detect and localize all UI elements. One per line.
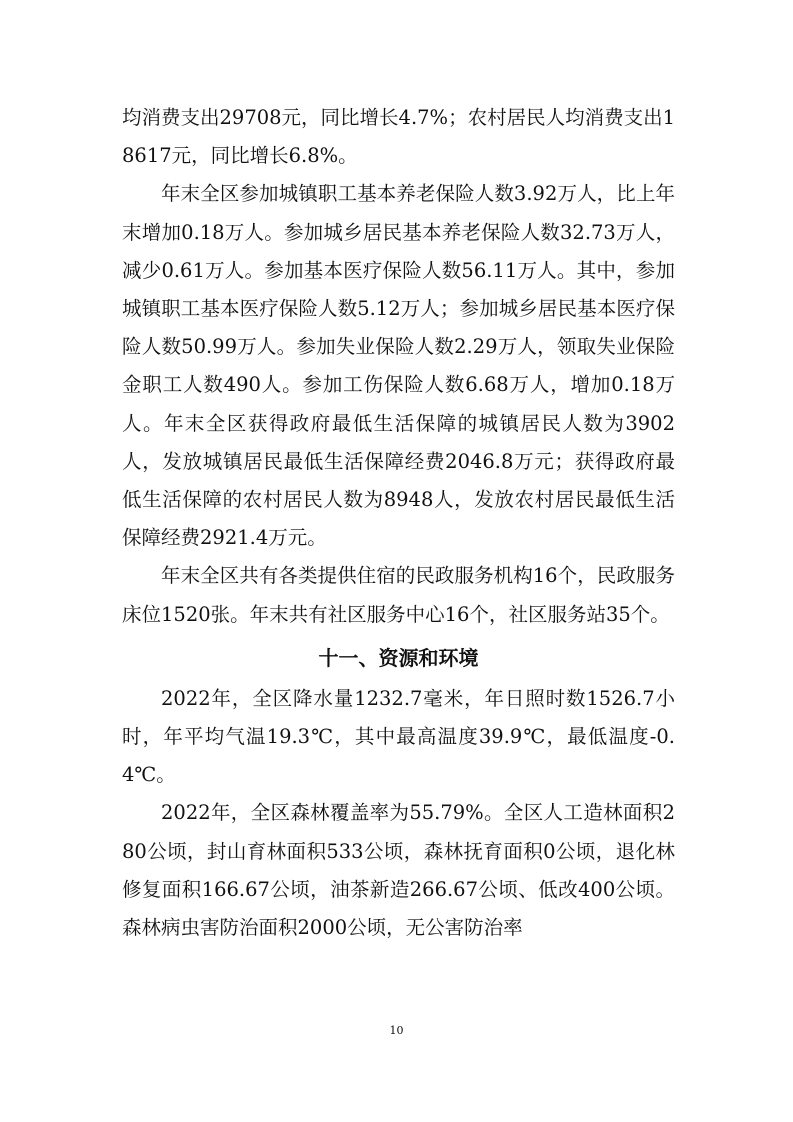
paragraph-civil-affairs: 年末全区共有各类提供住宿的民政服务机构16个，民政服务床位1520张。年末共有社区服务中心16个，社区服务站35个。 [122, 564, 675, 626]
page-number: 10 [389, 1024, 404, 1037]
paragraph-consumption: 均消费支出29708元，同比增长4.7%；农村居民人均消费支出18617元，同比增长6.8%。 [122, 106, 675, 168]
section-heading-resources-environment: 十一、资源和环境 [318, 645, 479, 670]
paragraph-forestry: 2022年，全区森林覆盖率为55.79%。全区人工造林面积280公顷，封山育林面积533公顷，森林抚育面积0公顷，退化林修复面积166.67公顷，油茶新造266.67公顷、低改400公顷。森林病虫害防治面积2000公顷，无公害防治率 [122, 801, 675, 940]
document-body [122, 99, 675, 947]
paragraph-climate: 2022年，全区降水量1232.7毫米，年日照时数1526.7小时，年平均气温19.3℃，其中最高温度39.9℃，最低温度-0.4℃。 [122, 686, 675, 787]
paragraph-social-insurance: 年末全区参加城镇职工基本养老保险人数3.92万人，比上年末增加0.18万人。参加城乡居民基本养老保险人数32.73万人，减少0.61万人。参加基本医疗保险人数56.11万人。其中，参加城镇职工基本医疗保险人数5.12万人；参加城乡居民基本医疗保险人数50.99万人。参加失业保险人数2.29万人，领取失业保险金职工人数490人。参加工伤保险人数6.68万人，增加0.18万人。年末全区获得政府最低生活保障的城镇居民人数为3902人，发放城镇居民最低生活保障经费2046.8万元；获得政府最低生活保障的农村居民人数为8948人，发放农村居民最低生活保障经费2921.4万元。 [122, 182, 675, 550]
